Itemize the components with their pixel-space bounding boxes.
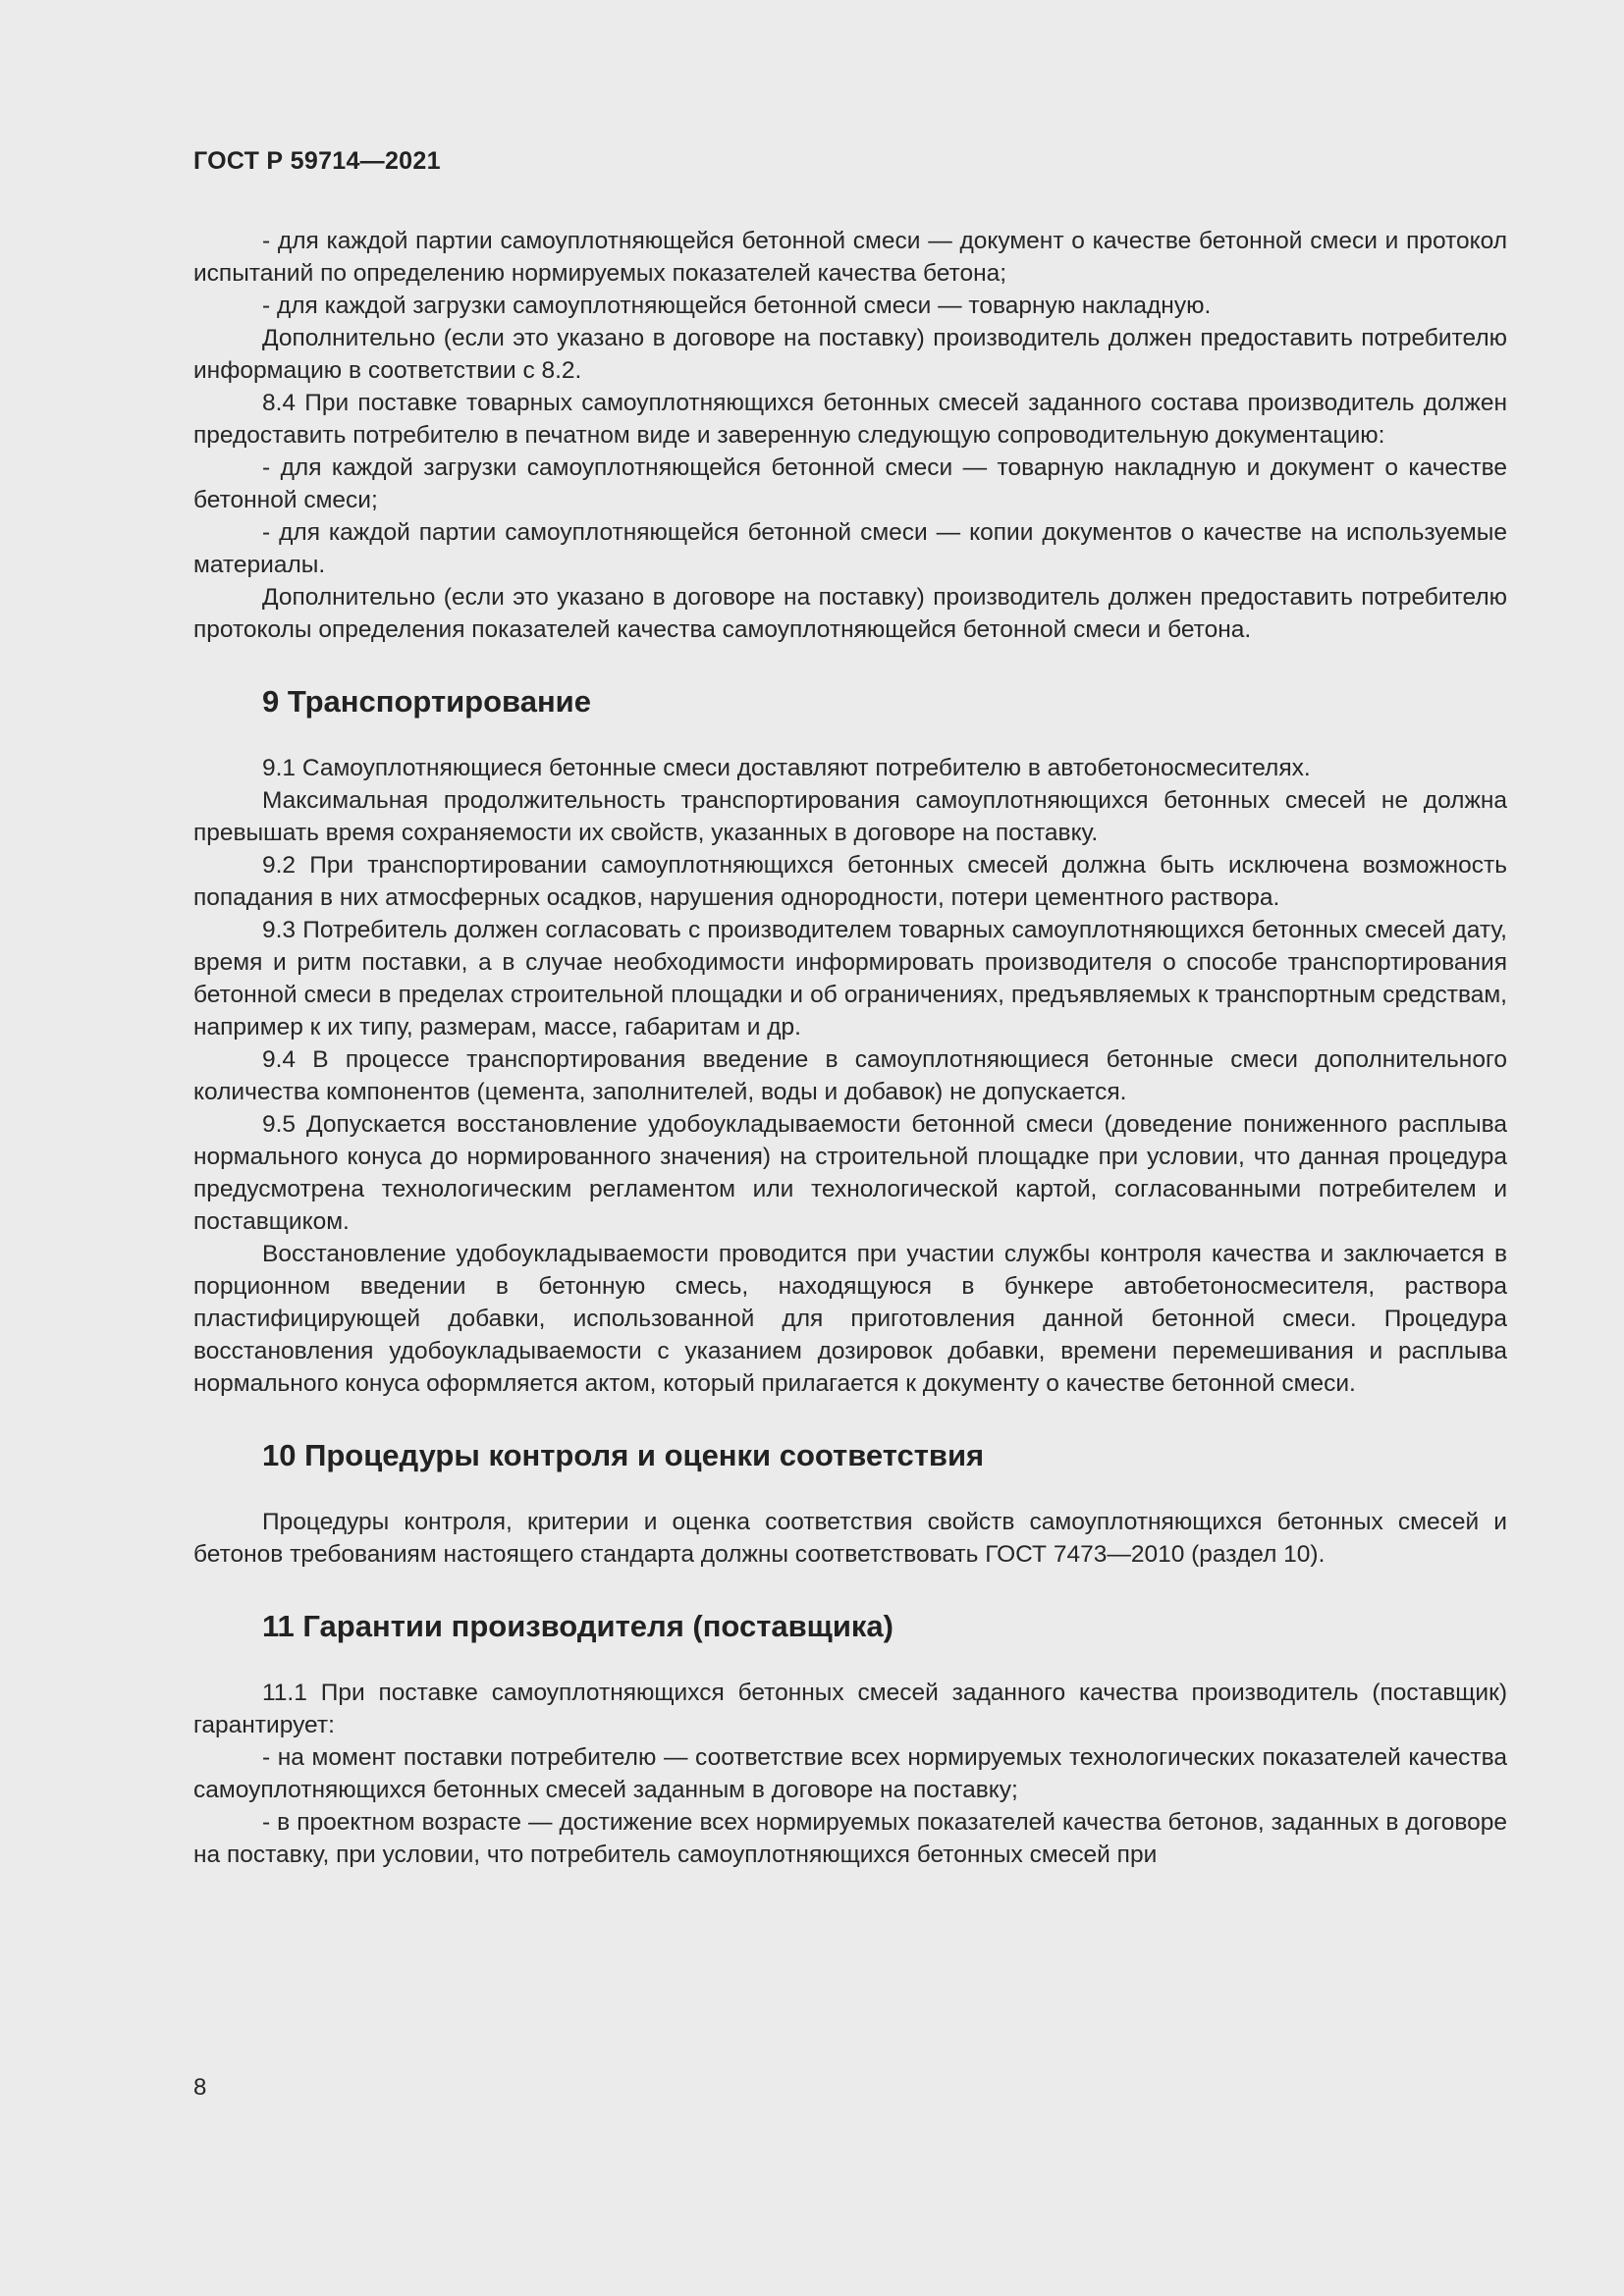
paragraph-11-1-item-1: - на момент поставки потребителю — соответствие всех нормируемых технологических показателей качества самоуплотняющихся бетонных смесей заданным в договоре на поставку;: [193, 1744, 1507, 1803]
paragraph-8-4-item-2: - для каждой партии самоуплотняющейся бетонной смеси — копии документов о качестве на используемые материалы.: [193, 519, 1507, 578]
page-content: [193, 225, 1507, 1871]
paragraph-8-4-additional: Дополнительно (если это указано в договоре на поставку) производитель должен предоставить потребителю протоколы определения показателей качества самоуплотняющейся бетонной смеси и бетона.: [193, 584, 1507, 643]
paragraph-9-2: 9.2 При транспортировании самоуплотняющихся бетонных смесей должна быть исключена возможность попадания в них атмосферных осадков, нарушения однородности, потери цементного раствора.: [193, 852, 1507, 911]
paragraph-9-4: 9.4 В процессе транспортирования введение в самоуплотняющиеся бетонные смеси дополнительного количества компонентов (цемента, заполнителей, воды и добавок) не допускается.: [193, 1046, 1507, 1105]
paragraph-9-5: 9.5 Допускается восстановление удобоукладываемости бетонной смеси (доведение пониженного расплыва нормального конуса до нормированного значения) на строительной площадке при условии, что данная процедура предусмотрена технологическим регламентом или технологической картой, согласованными потребителем и поставщиком.: [193, 1111, 1507, 1235]
section-9-heading: 9 Транспортирование: [262, 684, 591, 719]
paragraph-intro-1: - для каждой партии самоуплотняющейся бетонной смеси — документ о качестве бетонной смеси и протокол испытаний по определению нормируемых показателей качества бетона;: [193, 228, 1507, 287]
document-code-header: ГОСТ Р 59714—2021: [193, 147, 441, 175]
paragraph-11-1-item-2: - в проектном возрасте — достижение всех нормируемых показателей качества бетонов, заданных в договоре на поставку, при условии, что потребитель самоуплотняющихся бетонных смесей при: [193, 1809, 1507, 1868]
paragraph-11-1: 11.1 При поставке самоуплотняющихся бетонных смесей заданного качества производитель (поставщик) гарантирует:: [193, 1680, 1507, 1738]
paragraph-9-1-duration: Максимальная продолжительность транспортирования самоуплотняющихся бетонных смесей не должна превышать время сохраняемости их свойств, указанных в договоре на поставку.: [193, 787, 1507, 846]
paragraph-9-3: 9.3 Потребитель должен согласовать с производителем товарных самоуплотняющихся бетонных смесей дату, время и ритм поставки, а в случае необходимости информировать производителя о способе транспортирования бетонной смеси в пределах строительной площадки и об ограничениях, предъявляемых к транспортным средствам, например к их типу, размерам, массе, габаритам и др.: [193, 917, 1507, 1041]
section-10-heading: 10 Процедуры контроля и оценки соответствия: [262, 1438, 985, 1472]
paragraph-8-4-item-1: - для каждой загрузки самоуплотняющейся бетонной смеси — товарную накладную и документ о качестве бетонной смеси;: [193, 454, 1507, 513]
paragraph-9-5-restoration: Восстановление удобоукладываемости проводится при участии службы контроля качества и заключается в порционном введении в бетонную смесь, находящуюся в бункере автобетоносмесителя, раствора пластифицирующей добавки, использованной для приготовления данной бетонной смеси. Процедура восстановления удобоукладываемости с указанием дозировок добавки, времени перемешивания и расплыва нормального конуса оформляется актом, который прилагается к документу о качестве бетонной смеси.: [193, 1241, 1507, 1397]
paragraph-intro-3: Дополнительно (если это указано в договоре на поставку) производитель должен предоставить потребителю информацию в соответствии с 8.2.: [193, 325, 1507, 384]
section-11-heading: 11 Гарантии производителя (поставщика): [262, 1609, 893, 1643]
paragraph-10: Процедуры контроля, критерии и оценка соответствия свойств самоуплотняющихся бетонных смесей и бетонов требованиям настоящего стандарта должны соответствовать ГОСТ 7473—2010 (раздел 10).: [193, 1509, 1507, 1568]
paragraph-9-1: 9.1 Самоуплотняющиеся бетонные смеси доставляют потребителю в автобетоносмесителях.: [262, 755, 1311, 781]
page-number: 8: [193, 2074, 207, 2101]
paragraph-intro-2: - для каждой загрузки самоуплотняющейся бетонной смеси — товарную накладную.: [262, 293, 1212, 319]
paragraph-8-4: 8.4 При поставке товарных самоуплотняющихся бетонных смесей заданного состава производитель должен предоставить потребителю в печатном виде и заверенную следующую сопроводительную документацию:: [193, 390, 1507, 449]
